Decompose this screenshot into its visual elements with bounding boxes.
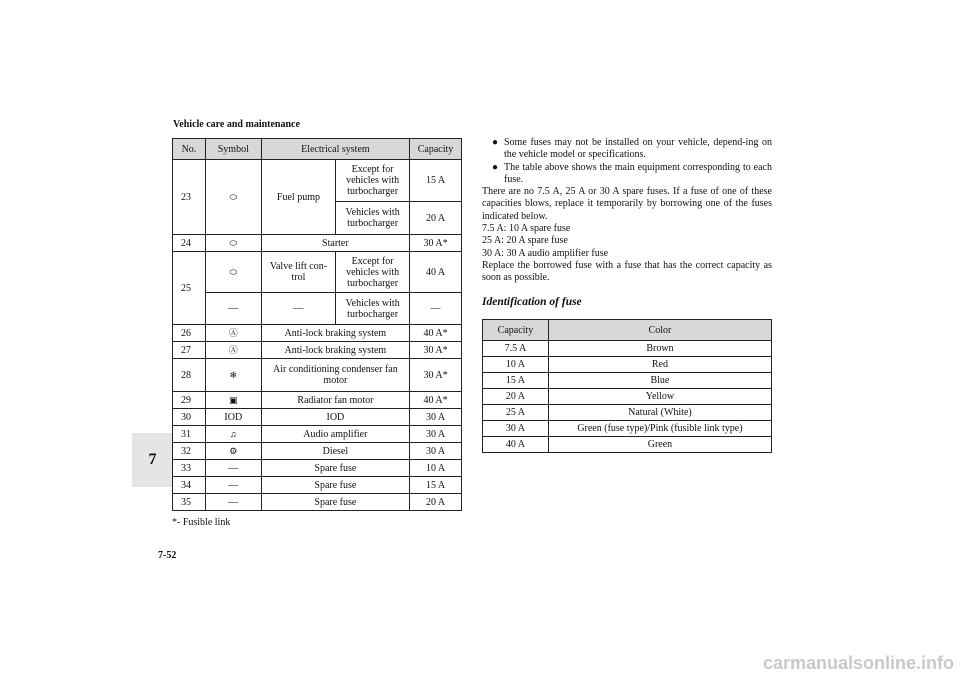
valve-lift-icon: ⬭: [205, 252, 261, 293]
fuse-system: Radiator fan motor: [261, 392, 409, 409]
fuse-system: IOD: [261, 409, 409, 426]
table-row: [173, 342, 462, 359]
table-row: [173, 293, 462, 325]
radiator-fan-icon: ▣: [205, 392, 261, 409]
table-row: [173, 409, 462, 426]
color-cell: Natural (White): [548, 405, 771, 421]
table-row: [173, 460, 462, 477]
capacity-cell: 7.5 A: [483, 341, 549, 357]
color-table-header: [483, 320, 772, 341]
fuse-capacity: 10 A: [410, 460, 462, 477]
color-cell: Blue: [548, 373, 771, 389]
fuse-system: Air conditioning condenser fan motor: [261, 359, 409, 392]
fuse-system: Anti-lock braking system: [261, 342, 409, 359]
fuse-system: Diesel: [261, 443, 409, 460]
fuse-capacity: 40 A: [410, 252, 462, 293]
abs-icon: Ⓐ: [205, 342, 261, 359]
col-capacity: Capacity: [410, 139, 462, 160]
fuse-capacity: 30 A: [410, 409, 462, 426]
fuse-table: [172, 138, 462, 511]
table-row: [173, 235, 462, 252]
starter-icon: ⬭: [205, 235, 261, 252]
bullet-icon: ●: [492, 137, 499, 148]
fuse-no: 25: [173, 252, 206, 325]
col-capacity: Capacity: [483, 320, 549, 341]
color-cell: Brown: [548, 341, 771, 357]
fuse-no: 26: [173, 325, 206, 342]
fuse-no: 35: [173, 494, 206, 511]
table-row: [173, 359, 462, 392]
fuse-symbol: —: [205, 293, 261, 325]
fuse-color-table: [482, 319, 772, 453]
fuse-system: Valve lift con-trol: [261, 252, 336, 293]
table-row: [483, 357, 772, 373]
capacity-cell: 40 A: [483, 437, 549, 453]
fuse-sub: Except for vehicles with turbocharger: [336, 160, 410, 202]
table-row: [173, 252, 462, 293]
fuse-system: Starter: [261, 235, 409, 252]
fuse-no: 27: [173, 342, 206, 359]
capacity-cell: 25 A: [483, 405, 549, 421]
col-color: Color: [548, 320, 771, 341]
spare-fuse-paragraph: [482, 186, 772, 284]
capacity-cell: 20 A: [483, 389, 549, 405]
page-number: 7-52: [158, 550, 177, 561]
table-row: [483, 341, 772, 357]
bullet-text: Some fuses may not be installed on your vehicle, depend-ing on the vehicle model or specifications.: [504, 137, 772, 161]
fuse-table-header: [173, 139, 462, 160]
fuse-system: Spare fuse: [261, 494, 409, 511]
paragraph-line: 30 A: 30 A audio amplifier fuse: [482, 247, 609, 259]
fuse-system: —: [261, 293, 336, 325]
table-row: [483, 405, 772, 421]
fuse-capacity: 20 A: [410, 494, 462, 511]
bullet-item: [482, 137, 772, 162]
watermark: carmanualsonline.info: [762, 653, 954, 673]
chapter-tab: 7: [132, 433, 173, 487]
paragraph-line: 7.5 A: 10 A spare fuse: [482, 223, 571, 235]
fuse-symbol: IOD: [205, 409, 261, 426]
table-row: [173, 494, 462, 511]
fuse-system: Spare fuse: [261, 460, 409, 477]
fuse-no: 34: [173, 477, 206, 494]
color-cell: Green (fuse type)/Pink (fusible link type): [548, 421, 771, 437]
color-cell: Red: [548, 357, 771, 373]
col-symbol: Symbol: [205, 139, 261, 160]
capacity-cell: 15 A: [483, 373, 549, 389]
table-row: [483, 421, 772, 437]
fuse-sub: Vehicles with turbocharger: [336, 293, 410, 325]
paragraph-line: Replace the borrowed fuse with a fuse that has the correct capacity as soon as possible.: [482, 259, 772, 284]
page-header: Vehicle care and maintenance: [173, 119, 300, 130]
audio-icon: ♫: [205, 426, 261, 443]
table-row: [173, 477, 462, 494]
col-system: Electrical system: [261, 139, 409, 160]
fuse-capacity: 30 A*: [410, 342, 462, 359]
table-row: [483, 373, 772, 389]
paragraph-line: 25 A: 20 A spare fuse: [482, 235, 568, 247]
col-no: No.: [173, 139, 206, 160]
fuse-capacity: 15 A: [410, 477, 462, 494]
diesel-icon: ⚙: [205, 443, 261, 460]
fuse-no: 30: [173, 409, 206, 426]
section-title: Identification of fuse: [482, 296, 582, 308]
color-cell: Yellow: [548, 389, 771, 405]
fuse-capacity: 20 A: [410, 202, 462, 235]
fuse-capacity: 40 A*: [410, 392, 462, 409]
fuse-no: 33: [173, 460, 206, 477]
fuse-symbol: —: [205, 494, 261, 511]
fuel-pump-icon: ⬭: [205, 160, 261, 235]
fuse-no: 29: [173, 392, 206, 409]
table-row: [483, 389, 772, 405]
paragraph-line: There are no 7.5 A, 25 A or 30 A spare fuses. If a fuse of one of these capacities blows, replace it temporarily by borrowing one of the fuses indicated below.: [482, 186, 772, 222]
fuse-capacity: 30 A*: [410, 359, 462, 392]
fuse-system: Anti-lock braking system: [261, 325, 409, 342]
fuse-symbol: —: [205, 460, 261, 477]
abs-icon: Ⓐ: [205, 325, 261, 342]
bullet-icon: ●: [492, 161, 499, 173]
table-row: [173, 426, 462, 443]
fuse-symbol: —: [205, 477, 261, 494]
table-row: [173, 392, 462, 409]
capacity-cell: 30 A: [483, 421, 549, 437]
fuse-no: 31: [173, 426, 206, 443]
bullet-item: [482, 162, 772, 187]
fuse-sub: Except for vehicles with turbocharger: [336, 252, 410, 293]
fuse-capacity: —: [410, 293, 462, 325]
fuse-sub: Vehicles with turbocharger: [336, 202, 410, 235]
fuse-no: 32: [173, 443, 206, 460]
table-row: [173, 443, 462, 460]
fuse-no: 23: [173, 160, 206, 235]
fuse-capacity: 30 A: [410, 426, 462, 443]
fuse-no: 28: [173, 359, 206, 392]
table-row: [173, 325, 462, 342]
fuse-capacity: 40 A*: [410, 325, 462, 342]
table-row: [173, 160, 462, 202]
footnote: *- Fusible link: [172, 517, 231, 528]
bullet-text: The table above shows the main equipment corresponding to each fuse.: [504, 161, 772, 185]
table-row: [483, 437, 772, 453]
fuse-system: Spare fuse: [261, 477, 409, 494]
notes-column: [482, 137, 772, 285]
ac-fan-icon: ❄: [205, 359, 261, 392]
fuse-system: Fuel pump: [261, 160, 336, 235]
fuse-capacity: 15 A: [410, 160, 462, 202]
fuse-no: 24: [173, 235, 206, 252]
fuse-system: Audio amplifier: [261, 426, 409, 443]
capacity-cell: 10 A: [483, 357, 549, 373]
color-cell: Green: [548, 437, 771, 453]
fuse-capacity: 30 A*: [410, 235, 462, 252]
fuse-capacity: 30 A: [410, 443, 462, 460]
